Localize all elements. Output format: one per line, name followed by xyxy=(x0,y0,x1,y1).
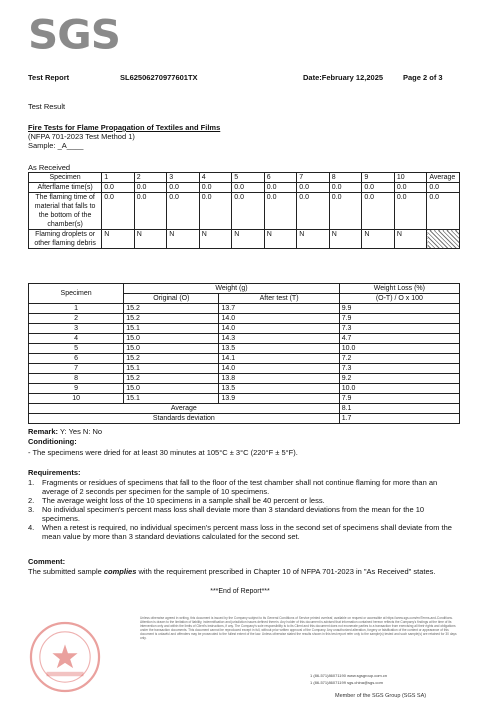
col-original-header: Original (O) xyxy=(124,294,219,304)
t1-cell: N xyxy=(362,230,395,249)
t2-specimen: 4 xyxy=(29,334,124,344)
t2-specimen: 3 xyxy=(29,324,124,334)
req-text: Fragments or residues of specimens that fall to the floor of the test chamber shall not continue flaming for more than an average of 2 seconds per specimen for the sample of 10 specimens. xyxy=(42,478,438,496)
t1-cell: 0.0 xyxy=(264,193,297,230)
list-item xyxy=(28,478,458,496)
footer-phone-1: 1 (86-571)86071190 www.sgsgroup.com.cn xyxy=(310,673,388,678)
member-of-sgs-group: Member of the SGS Group (SGS SA) xyxy=(335,693,427,699)
t1-cell: N xyxy=(297,230,330,249)
t2-original: 15.0 xyxy=(124,334,219,344)
t1-cell: 0.0 xyxy=(329,183,362,193)
t1-row-label: The flaming time of material that falls to the bottom of the chamber(s) xyxy=(29,193,102,230)
end-of-report: ***End of Report*** xyxy=(210,588,270,595)
t1-head-cell: 8 xyxy=(329,173,362,183)
flame-test-table xyxy=(28,172,460,249)
conditioning-label: Conditioning: xyxy=(28,437,77,446)
t1-cell: N xyxy=(264,230,297,249)
t1-cell: 0.0 xyxy=(394,183,427,193)
t2-original: 15.2 xyxy=(124,374,219,384)
list-item xyxy=(28,523,458,541)
t2-specimen: 6 xyxy=(29,354,124,364)
t1-cell: 0.0 xyxy=(362,183,395,193)
t2-original: 15.0 xyxy=(124,344,219,354)
t1-cell: 0.0 xyxy=(167,193,200,230)
t1-cell: N xyxy=(329,230,362,249)
remark-label: Remark: xyxy=(28,427,59,436)
t2-specimen: 8 xyxy=(29,374,124,384)
t1-cell: 0.0 xyxy=(134,183,167,193)
t2-loss: 10.0 xyxy=(339,344,459,354)
req-text: The average weight loss of the 10 specimens in a sample shall be 40 percent or less. xyxy=(42,496,325,505)
t1-cell: 0.0 xyxy=(199,183,232,193)
t1-cell: N xyxy=(199,230,232,249)
t1-cell: 0.0 xyxy=(427,193,460,230)
t2-loss: 7.9 xyxy=(339,394,459,404)
table-row xyxy=(29,374,460,384)
t1-head-cell: 5 xyxy=(232,173,265,183)
table-row xyxy=(29,354,460,364)
t1-cell: 0.0 xyxy=(394,193,427,230)
t1-cell: 0.0 xyxy=(134,193,167,230)
t1-cell: 0.0 xyxy=(362,193,395,230)
t1-head-cell: 7 xyxy=(297,173,330,183)
test-method: (NFPA 701-2023 Test Method 1) xyxy=(28,132,135,141)
remark xyxy=(28,427,102,436)
t2-specimen: 5 xyxy=(29,344,124,354)
test-title: Fire Tests for Flame Propagation of Textiles and Films xyxy=(28,123,221,132)
t1-cell: 0.0 xyxy=(264,183,297,193)
t2-loss: 7.3 xyxy=(339,324,459,334)
t2-loss: 10.0 xyxy=(339,384,459,394)
requirements-label: Requirements: xyxy=(28,468,81,477)
t1-head-cell: 10 xyxy=(394,173,427,183)
table-row xyxy=(29,334,460,344)
t2-after: 14.0 xyxy=(219,364,339,374)
req-number: 1. xyxy=(28,478,35,487)
report-label: Test Report xyxy=(28,73,70,82)
company-seal-stamp xyxy=(28,620,102,694)
t2-specimen: 2 xyxy=(29,314,124,324)
t1-cell: 0.0 xyxy=(199,193,232,230)
t2-original: 15.0 xyxy=(124,384,219,394)
t1-cell: N xyxy=(394,230,427,249)
conditioning-text: - The specimens were dried for at least 30 minutes at 105°C ± 3°C (220°F ± 5°F). xyxy=(28,448,298,457)
t2-original: 15.2 xyxy=(124,304,219,314)
std-label: Standards deviation xyxy=(29,414,340,424)
table-row xyxy=(29,193,460,230)
t2-original: 15.2 xyxy=(124,354,219,364)
t2-specimen: 1 xyxy=(29,304,124,314)
section-title: Test Result xyxy=(28,102,66,111)
comment-pre: The submitted sample xyxy=(28,567,104,576)
weight-loss-table xyxy=(28,283,460,424)
t2-after: 13.7 xyxy=(219,304,339,314)
t1-cell xyxy=(427,230,460,249)
t1-cell: 0.0 xyxy=(167,183,200,193)
as-received-label: As Received xyxy=(28,163,71,172)
col-specimen-header: Specimen xyxy=(29,284,124,304)
table-row xyxy=(29,304,460,314)
t2-original: 15.2 xyxy=(124,314,219,324)
t2-loss: 4.7 xyxy=(339,334,459,344)
table-row xyxy=(29,314,460,324)
t2-original: 15.1 xyxy=(124,324,219,334)
average-label: Average xyxy=(29,404,340,414)
sample-label: Sample: _A____ xyxy=(28,141,84,150)
t1-row-label: Flaming droplets or other flaming debris xyxy=(29,230,102,249)
t2-after: 13.5 xyxy=(219,384,339,394)
req-number: 2. xyxy=(28,496,35,505)
t2-specimen: 10 xyxy=(29,394,124,404)
t1-cell: 0.0 xyxy=(102,193,135,230)
comment-bold: complies xyxy=(103,567,137,576)
t1-cell: N xyxy=(102,230,135,249)
t2-loss: 9.2 xyxy=(339,374,459,384)
table-row xyxy=(29,394,460,404)
table-row xyxy=(29,364,460,374)
t2-loss: 7.3 xyxy=(339,364,459,374)
t1-head-cell: 1 xyxy=(102,173,135,183)
t1-head-cell: 2 xyxy=(134,173,167,183)
t2-specimen: 9 xyxy=(29,384,124,394)
sgs-logo: SGS xyxy=(28,11,120,58)
t2-after: 13.5 xyxy=(219,344,339,354)
t1-cell: N xyxy=(232,230,265,249)
footer-phone-2: 1 (86-571)86071199 sgs.china@sgs.com xyxy=(310,680,383,685)
t2-loss: 9.9 xyxy=(339,304,459,314)
average-value: 8.1 xyxy=(339,404,459,414)
remark-text: Y: Yes N: No xyxy=(59,427,103,436)
table-row xyxy=(29,344,460,354)
list-item xyxy=(28,496,458,505)
report-page: Page 2 of 3 xyxy=(403,73,443,82)
col-weight-header: Weight (g) xyxy=(124,284,339,294)
t1-cell: 0.0 xyxy=(297,193,330,230)
t2-loss: 7.2 xyxy=(339,354,459,364)
table-row xyxy=(29,324,460,334)
t2-after: 13.8 xyxy=(219,374,339,384)
comment-text xyxy=(28,567,458,576)
req-number: 3. xyxy=(28,505,35,514)
list-item xyxy=(28,505,458,523)
comment-label: Comment: xyxy=(28,557,66,566)
footer-disclaimer: Unless otherwise agreed in writing, this document is issued by the Company subject to its General Conditions of Service printed overleaf, available on request or accessible at https://www.sgs.com/en/Terms-and-Conditions. Attention is drawn to the limitation of liability, indemnification and jurisdiction issues defined therein. Any holder of this document is advised that information contained hereon reflects the Company's findings at the time of its intervention only and within the limits of Client's instructions, if any. The Company's sole responsibility is to its Client and this document does not exonerate parties to a transaction from exercising all their rights and obligations under the transaction documents. This document cannot be reproduced except in full, without prior written approval of the Company. Any unauthorized alteration, forgery or falsification of the content or appearance of this document is unlawful and offenders may be prosecuted to the fullest extent of the law. Unless otherwise stated the results shown in this test report refer only to the sample(s) tested and such sample(s) are retained for 30 days only. xyxy=(140,616,457,640)
table-row xyxy=(29,384,460,394)
report-date: Date:February 12,2025 xyxy=(303,73,384,82)
col-loss-header: Weight Loss (%) xyxy=(339,284,459,294)
t2-original: 15.1 xyxy=(124,394,219,404)
col-formula-header: (O-T) / O x 100 xyxy=(339,294,459,304)
table-row xyxy=(29,230,460,249)
t1-cell: N xyxy=(167,230,200,249)
t1-cell: N xyxy=(134,230,167,249)
table-row xyxy=(29,183,460,193)
req-text: When a retest is required, no individual specimen's percent mass loss in the second set of specimens shall deviate from the mean value by more than 3 standard deviations calculated for the second set. xyxy=(42,523,452,541)
req-number: 4. xyxy=(28,523,35,532)
report-number: SL62506270977601TX xyxy=(120,73,198,82)
t1-cell: 0.0 xyxy=(102,183,135,193)
std-value: 1.7 xyxy=(339,414,459,424)
t1-cell: 0.0 xyxy=(427,183,460,193)
t1-head-cell: Specimen xyxy=(29,173,102,183)
t2-after: 14.0 xyxy=(219,314,339,324)
t1-head-cell: 6 xyxy=(264,173,297,183)
t2-after: 14.0 xyxy=(219,324,339,334)
t1-cell: 0.0 xyxy=(297,183,330,193)
comment-post: with the requirement prescribed in Chapter 10 of NFPA 701-2023 in "As Received" states. xyxy=(136,567,436,576)
t1-head-cell: 9 xyxy=(362,173,395,183)
t2-loss: 7.9 xyxy=(339,314,459,324)
t1-head-cell: 3 xyxy=(167,173,200,183)
t1-cell: 0.0 xyxy=(232,183,265,193)
t2-specimen: 7 xyxy=(29,364,124,374)
requirements-list xyxy=(28,478,458,541)
t2-after: 13.9 xyxy=(219,394,339,404)
t1-row-label: Afterflame time(s) xyxy=(29,183,102,193)
t1-cell: 0.0 xyxy=(329,193,362,230)
t2-after: 14.1 xyxy=(219,354,339,364)
t1-head-cell: 4 xyxy=(199,173,232,183)
req-text: No individual specimen's percent mass loss shall deviate more than 3 standard deviations from the mean for the 10 specimens. xyxy=(42,505,425,523)
t2-after: 14.3 xyxy=(219,334,339,344)
t1-head-cell: Average xyxy=(427,173,460,183)
t2-original: 15.1 xyxy=(124,364,219,374)
col-after-header: After test (T) xyxy=(219,294,339,304)
t1-cell: 0.0 xyxy=(232,193,265,230)
